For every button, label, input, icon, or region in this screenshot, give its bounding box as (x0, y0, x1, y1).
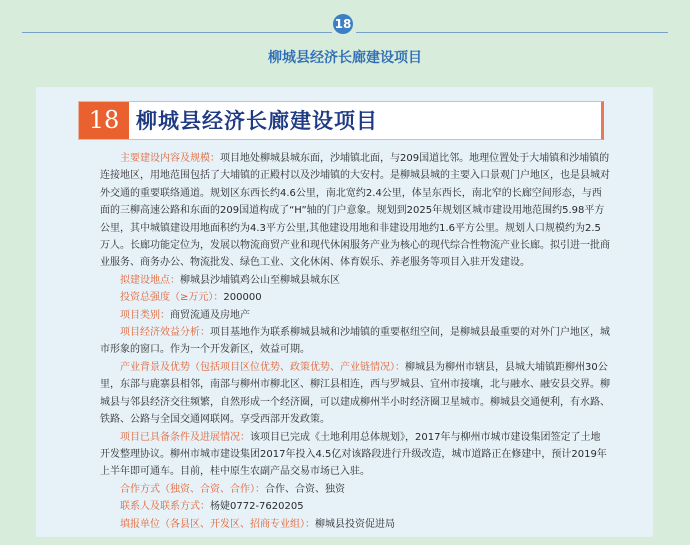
field-value: 杨婕0772-7620205 (210, 501, 304, 513)
field-contact (100, 498, 610, 515)
field-category (100, 307, 610, 324)
project-card (36, 87, 653, 537)
field-label: 产业背景及优势（包括项目区位优势、政策优势、产业链情况）： (120, 361, 405, 373)
field-label: 拟建设地点： (120, 274, 180, 286)
field-location (100, 272, 610, 289)
field-label: 合作方式（独资、合资、合作）： (120, 483, 265, 495)
project-number-badge: 18 (333, 14, 353, 34)
field-value: 项目基地作为联系柳城县城和沙埔镇的重要枢纽空间，是柳城县最重要的对外门户地区，城市形象的窗口。作为一个开发新区，效益可期。 (100, 327, 610, 356)
page-title: 柳城县经济长廊建设项目 (268, 50, 422, 66)
field-construction-content (100, 150, 610, 272)
field-value: 柳城县投资促进局 (315, 518, 395, 530)
field-value: 项目地处柳城县城东面，沙埔镇北面，与209国道比邻。地理位置处于大埔镇和沙埔镇的连接地区，用地范围包括了大埔镇的正殿村以及沙埔镇的大安村。是柳城县城的主要入口景观门户地区，也是县城对外交通的重要联络通道。规划区东西长约4.6公里，南北宽约2.4公里，体呈东西长，南北窄的长廊空间形态，与西面的三柳高速公路和东面的209国道构成了“H”轴的门户意象。规划到2025年规划区城市建设用地范围约5.98平方公里，其中城镇建设用地面积约为4.3平方公里,其他建设用地和非建设用地约1.6平方公里。规划人口规模约为2.5万人。长廊功能定位为，发展以物流商贸产业和现代休闲服务产业为核心的现代综合性物流产业长廊。拟引进一批商业服务、商务办公、物流批发、绿色工业、文化休闲、体育娱乐、养老服务等项目入驻开发建设。 (100, 153, 610, 269)
field-progress (100, 429, 610, 481)
field-reporting-unit (100, 516, 610, 533)
field-label: 项目经济效益分析： (120, 327, 210, 339)
card-title: 柳城县经济长廊建设项目 (136, 108, 378, 133)
field-value: 该项目已完成《土地利用总体规划》，2017年与柳州市城市建设集团签定了土地开发整理协议。柳州市城市建设集团2017年投入4.5亿对该路段进行升级改造，城市道路正在修建中，预计2019年上半年即可通车。目前，桂中原生农副产品交易市场已入驻。 (100, 431, 607, 478)
field-label: 投资总强度（≥万元）： (120, 292, 224, 304)
field-investment (100, 289, 610, 306)
field-label: 主要建设内容及规模： (120, 153, 220, 164)
field-industry-background (100, 359, 610, 429)
field-value: 商贸流通及房地产 (170, 309, 250, 321)
field-label: 项目已具备条件及进展情况： (120, 431, 250, 443)
field-economic-analysis (100, 324, 610, 359)
project-details (100, 150, 610, 533)
field-value: 合作、合资、独资 (265, 483, 345, 495)
field-label: 项目类别： (120, 309, 170, 321)
card-title-bar (78, 101, 604, 140)
field-value: 200000 (223, 292, 262, 304)
field-value: 柳城县为柳州市辖县，县城大埔镇距柳州30公里，东部与鹿寨县相邻，南部与柳州市柳北区、柳江县相连，西与罗城县、宜州市接壤，北与融水、融安县交界。柳城县与邻县经济交往频繁，自然形成一个经济圈，可以建成柳州半小时经济圈卫星城市。柳城县交通便利，有水路、铁路、公路与全国交通网联网。享受西部开发政策。 (100, 361, 610, 426)
header-rule-right (356, 32, 668, 33)
card-number: 18 (79, 102, 129, 139)
field-value: 柳城县沙埔镇鸡公山至柳城县城东区 (180, 274, 340, 286)
header-rule-left (22, 32, 332, 33)
field-label: 填报单位（各县区、开发区、招商专业组）： (120, 518, 315, 530)
field-label: 联系人及联系方式： (120, 501, 210, 513)
field-cooperation (100, 481, 610, 498)
